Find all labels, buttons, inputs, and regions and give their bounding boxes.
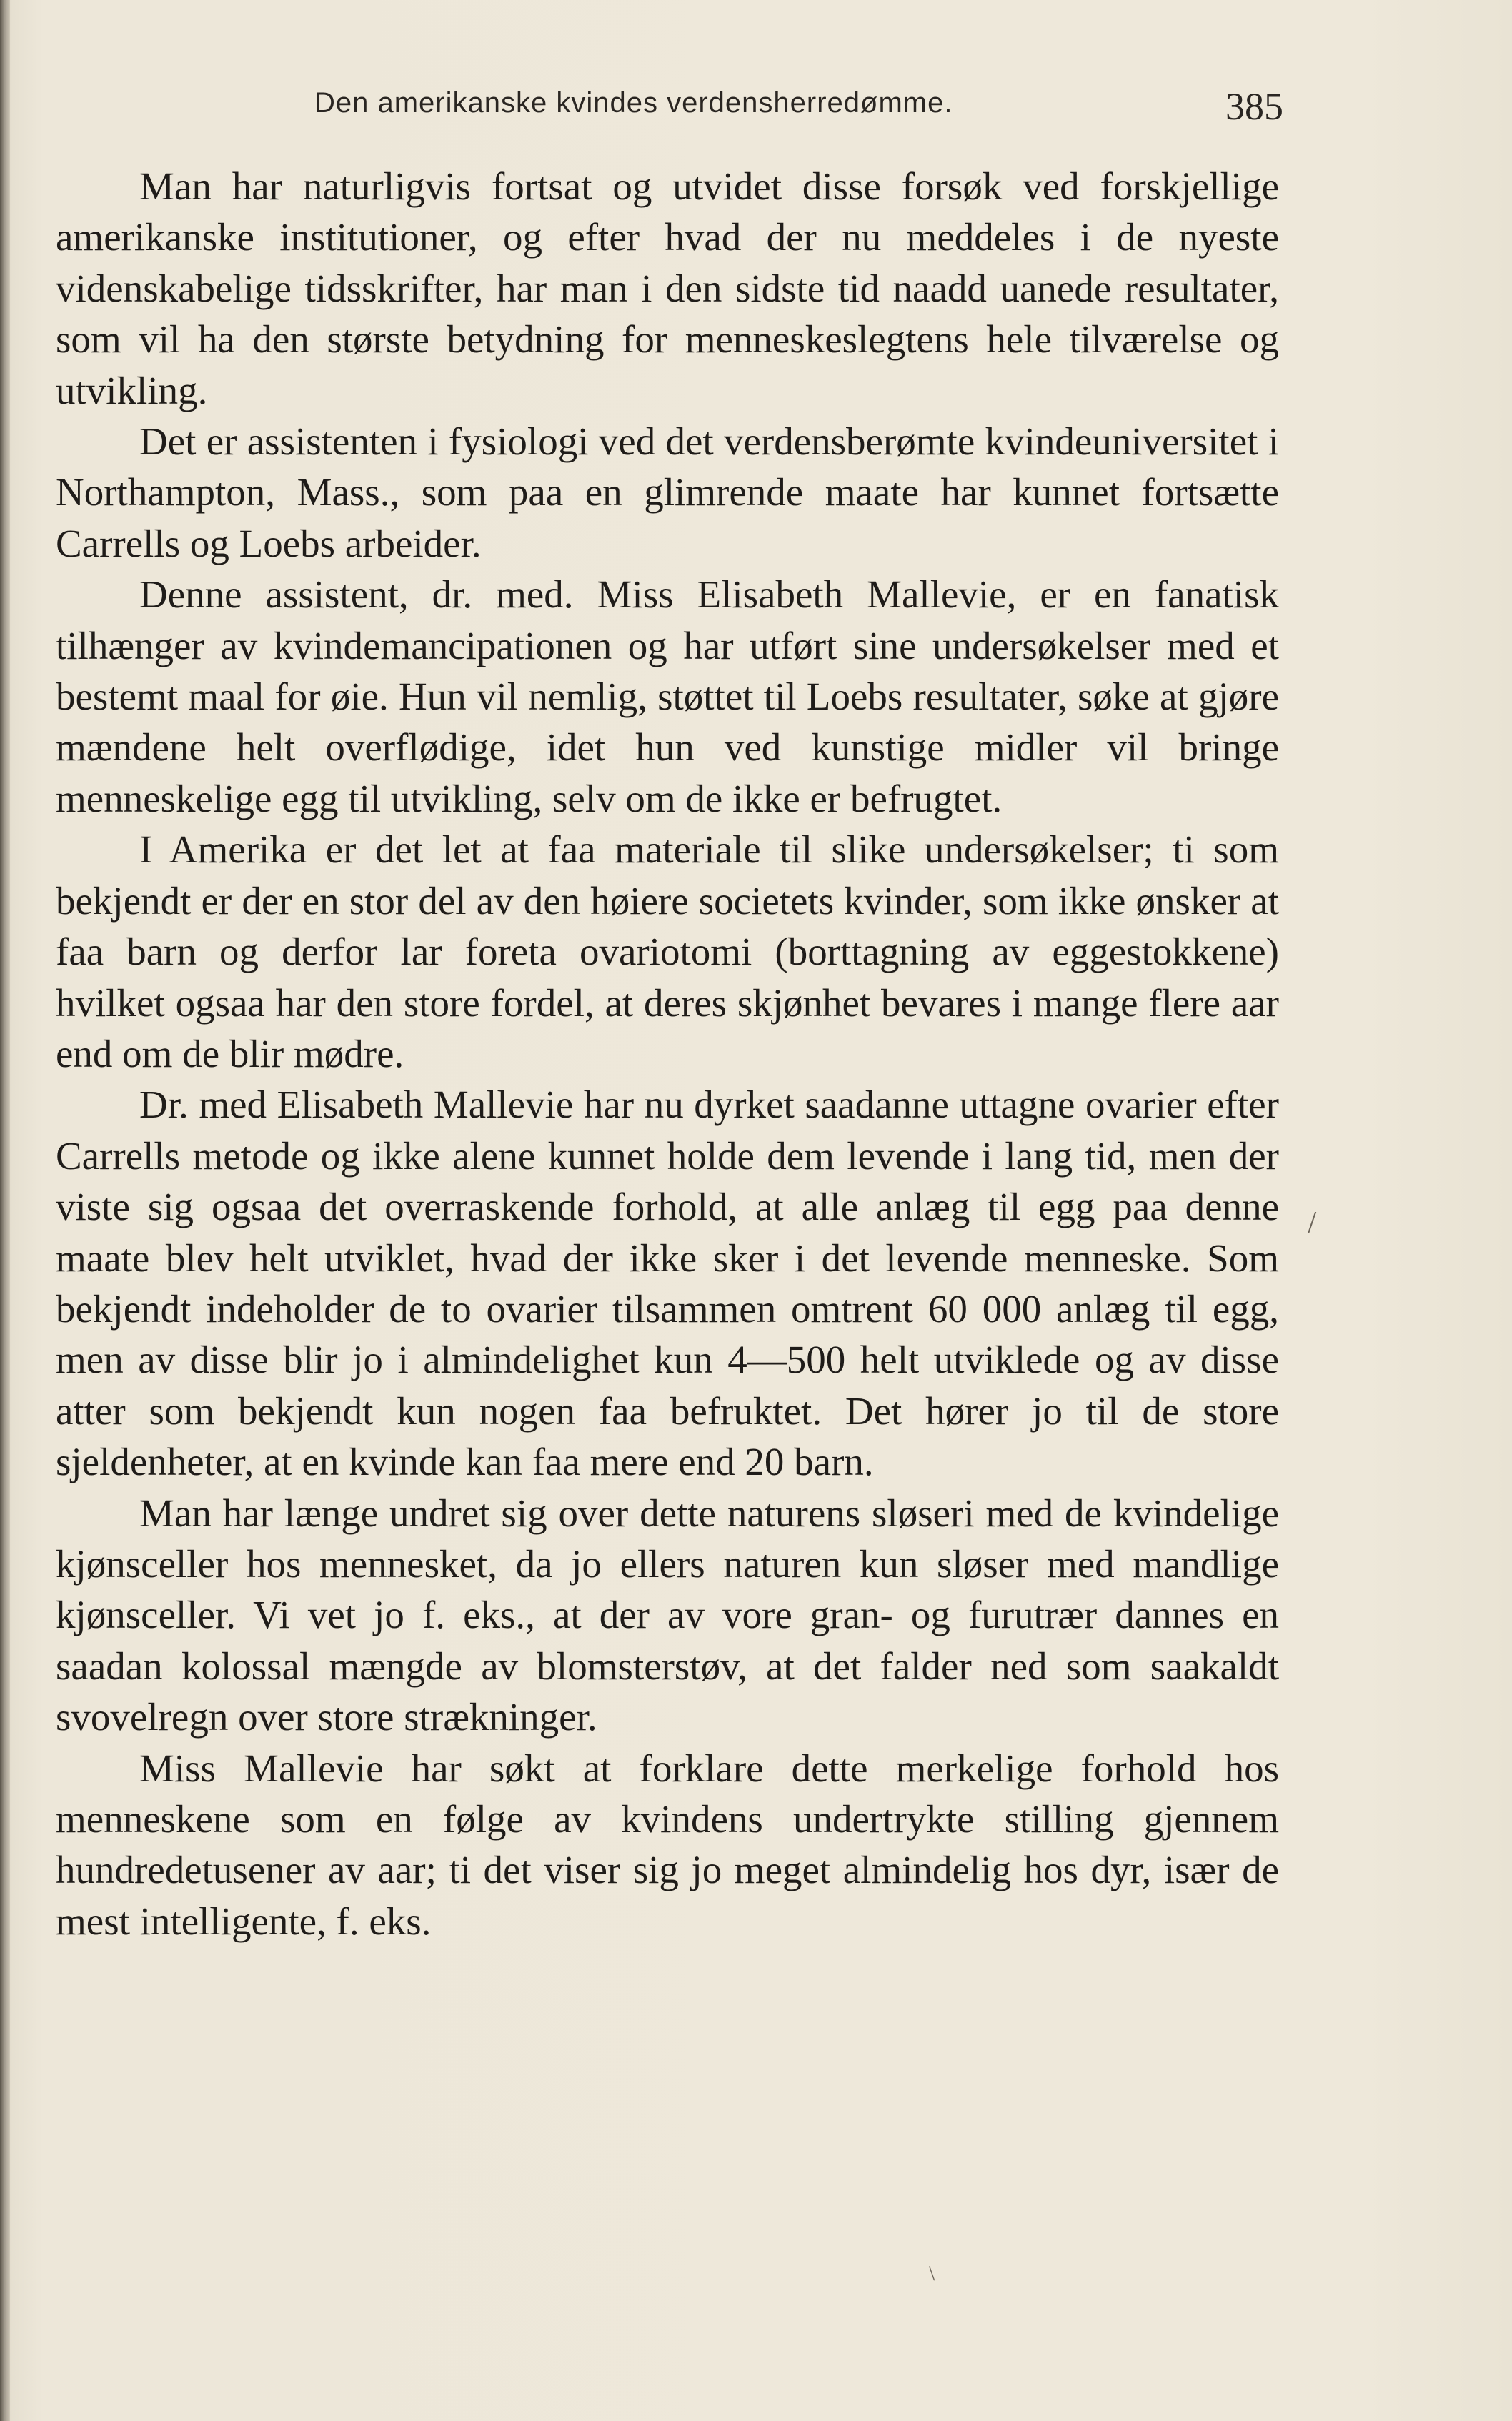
body-text [56, 161, 1279, 1947]
paragraph-5: Dr. med Elisabeth Mallevie har nu dyrket saadanne uttagne ovarier efter Carrells metode og ikke alene kunnet holde dem levende i lang tid, men der viste sig ogsaa det overraskende forhold, at alle anlæg til egg paa denne maate blev helt utviklet, hvad der ikke sker i det levende menneske. Som bekjendt indeholder de to ovarier tilsammen omtrent 60 000 anlæg til egg, men av disse blir jo i almindelighet kun 4—500 helt utviklede og av disse atter som bekjendt kun nogen faa befruktet. Det hører jo til de store sjeldenheter, at en kvinde kan faa mere end 20 barn. [56, 1083, 1279, 1484]
margin-pencil-mark: / [1308, 1205, 1317, 1240]
margin-pencil-dot: \ [929, 2262, 935, 2285]
paragraph-1: Man har naturligvis fortsat og utvidet disse forsøk ved forskjellige amerikanske institutioner, og efter hvad der nu meddeles i de nyeste videnskabelige tidsskrifter, har man i den sidste tid naadd uanede resultater, som vil ha den største betydning for menneskeslegtens hele tilværelse og utvikling. [56, 164, 1279, 412]
paragraph-3: Denne assistent, dr. med. Miss Elisabeth Mallevie, er en fanatisk tilhænger av kvindemancipationen og har utført sine undersøkelser med et bestemt maal for øie. Hun vil nemlig, støttet til Loebs resultater, søke at gjøre mændene helt overflødige, idet hun ved kunstige midler vil bringe menneskelige egg til utvikling, selv om de ikke er befrugtet. [56, 572, 1279, 820]
paragraph-4: I Amerika er det let at faa materiale til slike undersøkelser; ti som bekjendt er der en stor del av den høiere societets kvinder, som ikke ønsker at faa barn og derfor lar foreta ovariotomi (borttagning av eggestokkene) hvilket ogsaa har den store fordel, at deres skjønhet bevares i mange flere aar end om de blir mødre. [56, 827, 1279, 1075]
paragraph-2: Det er assistenten i fysiologi ved det verdensberømte kvindeuniversitet i Northampton, Mass., som paa en glimrende maate har kunnet fortsætte Carrells og Loebs arbeider. [56, 419, 1279, 565]
paragraph-6: Man har længe undret sig over dette naturens sløseri med de kvindelige kjønsceller hos mennesket, da jo ellers naturen kun sløser med mandlige kjønsceller. Vi vet jo f. eks., at der av vore gran- og furutrær dannes en saadan kolossal mængde av blomsterstøv, at det falder ned som saakaldt svovelregn over store strækninger. [56, 1491, 1279, 1739]
page-number: 385 [1225, 85, 1283, 128]
running-head [314, 84, 1329, 141]
paragraph-7: Miss Mallevie har søkt at forklare dette merkelige forhold hos menneskene som en følge av kvindens undertrykte stilling gjennem hundredetusener av aar; ti det viser sig jo meget almindelig hos dyr, især de mest intelligente, f. eks. [56, 1746, 1279, 1943]
binding-edge [0, 0, 10, 2421]
running-title: Den amerikanske kvindes verdensherredømme. [314, 87, 953, 119]
